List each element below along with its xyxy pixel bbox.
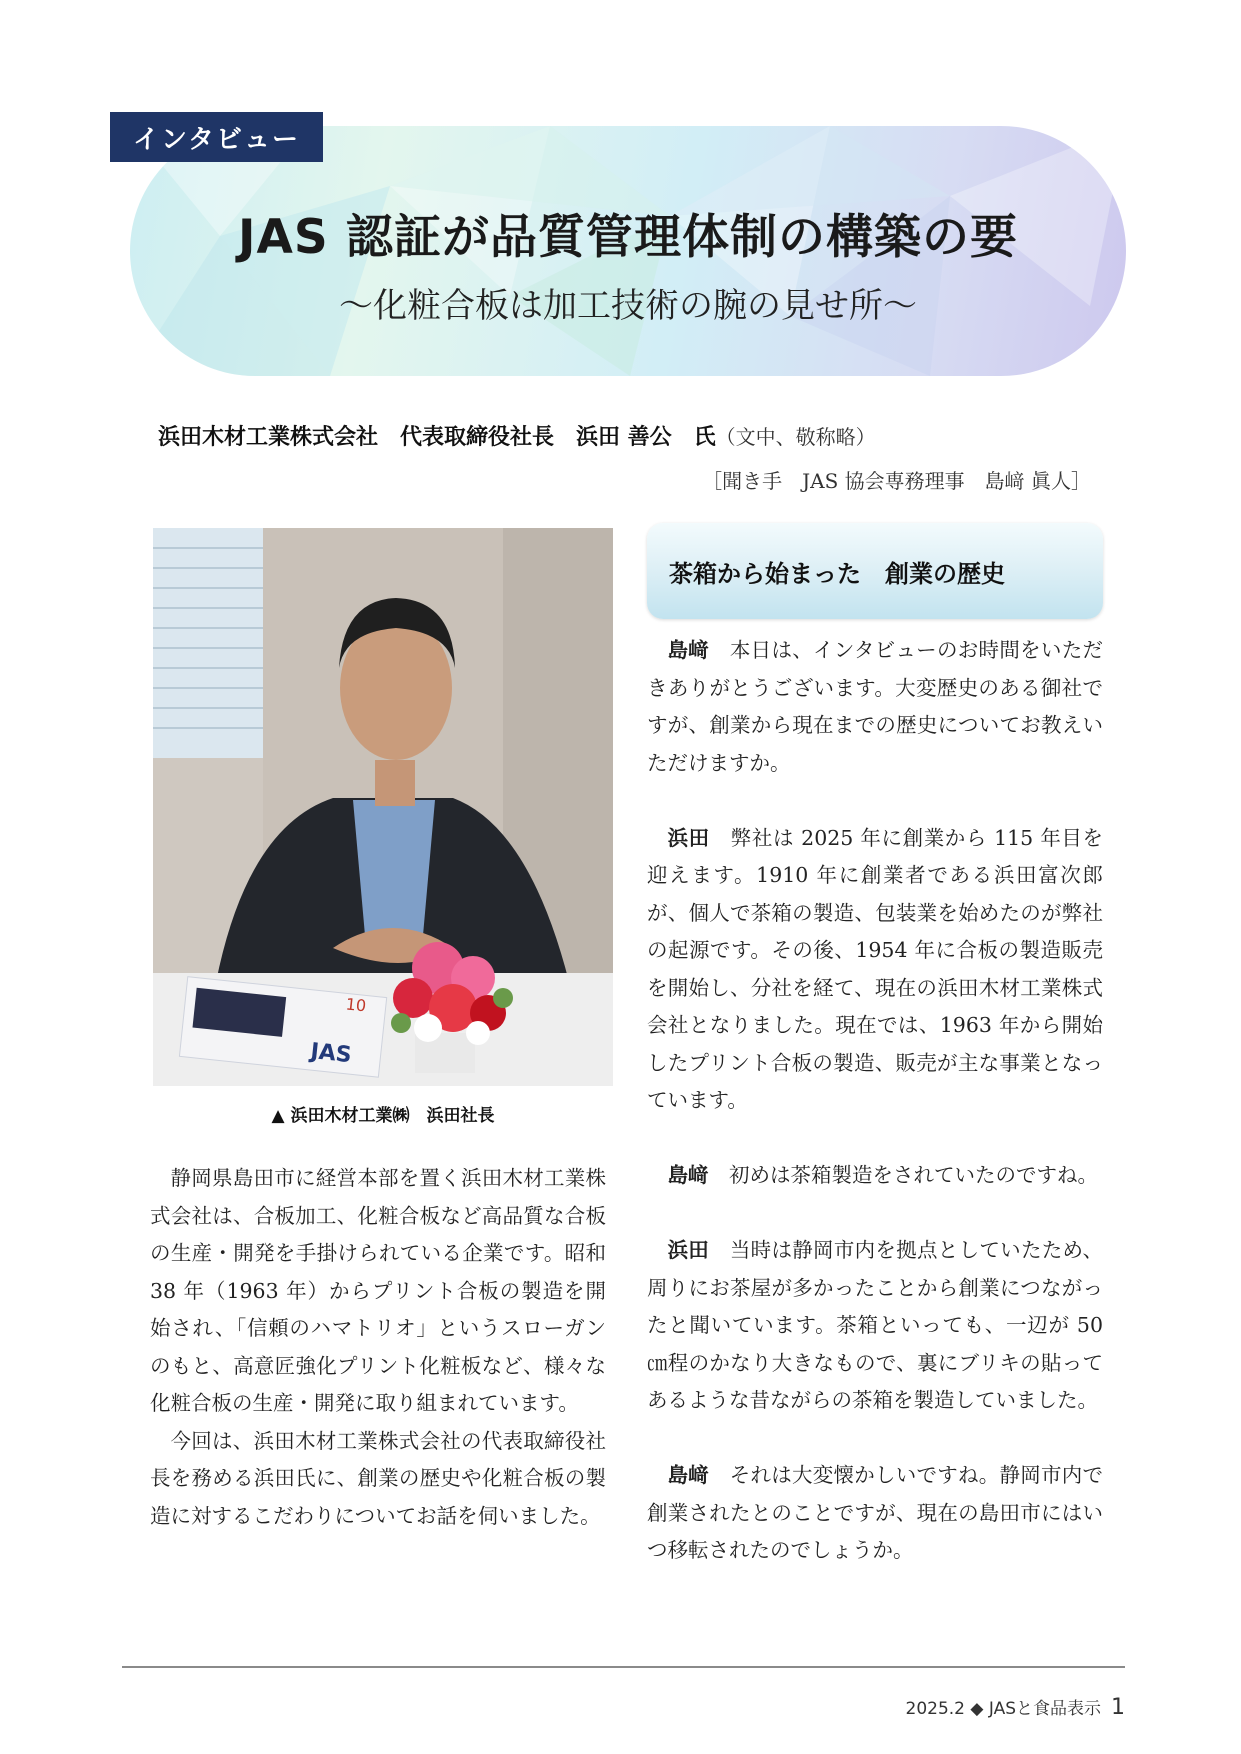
page-subtitle: ～化粧合板は加工技術の腕の見せ所～ [339, 286, 917, 326]
window-blind [153, 528, 263, 758]
dialogue-text: 当時は静岡市内を拠点としていたため、周りにお茶屋が多かったことから創業につながったと聞いています。茶箱といっても、一辺が 50 ㎝程のかなり大きなもので、裏にブリキの貼ってあるような昔ながらの茶箱を製造していました。 [647, 1238, 1104, 1412]
page-number: 1 [1111, 1695, 1125, 1720]
magazine-logo: JAS [309, 1039, 353, 1069]
dialogue-turn [647, 632, 1103, 782]
speaker-label: 島﨑 [667, 638, 710, 662]
dialogue-turn [647, 820, 1103, 1120]
photo-caption: ▲ 浜田木材工業㈱ 浜田社長 [271, 1106, 495, 1126]
dialogue-text: 初めは茶箱製造をされていたのですね。 [729, 1163, 1098, 1187]
speaker-label: 島﨑 [667, 1163, 709, 1187]
interviewer-credit: ［聞き手 JAS 協会専務理事 島﨑 眞人］ [702, 469, 1091, 493]
dialogue [647, 632, 1103, 1607]
page-title: JAS 認証が品質管理体制の構築の要 [237, 210, 1019, 265]
intro-text [150, 1160, 606, 1535]
dialogue-turn [647, 1157, 1103, 1195]
footer-rule [122, 1666, 1125, 1668]
intro-paragraph: 今回は、浜田木材工業株式会社の代表取締役社長を務める浜田氏に、創業の歴史や化粧合板の製造に対するこだわりについてお話を伺いました。 [150, 1428, 606, 1528]
section-heading: 茶箱から始まった 創業の歴史 [647, 523, 1103, 619]
speaker-label: 浜田 [667, 1238, 710, 1262]
page-footer [906, 1694, 1126, 1720]
honorific-note: （文中、敬称略） [715, 425, 876, 449]
intro-paragraph: 静岡県島田市に経営本部を置く浜田木材工業株式会社は、合板加工、化粧合板など高品質な合板の生産・開発を手掛けられている企業です。昭和 38 年（1963 年）からプリント合板の製造を開始され、「信頼のハマトリオ」というスローガンのもと、高意匠強化プリント化粧板など、様々な化粧合板の生産・開発に取り組まれています。 [150, 1166, 606, 1415]
interview-photo [153, 528, 613, 1086]
interview-tag: インタビュー [110, 112, 323, 162]
dialogue-turn [647, 1457, 1103, 1570]
speaker-label: 島﨑 [667, 1463, 709, 1487]
issue-label: 2025.2 ◆ JASと食品表示 [905, 1699, 1101, 1719]
dialogue-text: 弊社は 2025 年に創業から 115 年目を迎えます。1910 年に創業者である浜田富次郎が、個人で茶箱の製造、包装業を始めたのが弊社の起源です。その後、1954 年に合板の製造販売を開始し、分社を経て、現在の浜田木材工業株式会社となりました。現在では、1963 年から開始したプリント合板の製造、販売が主な事業となっています。 [647, 825, 1103, 1112]
interviewee-name: 浜田木材工業株式会社 代表取締役社長 浜田 善公 氏 [158, 425, 716, 450]
dialogue-text: それは大変懐かしいですね。静岡市内で創業されたとのことですが、現在の島田市にはいつ移転されたのでしょうか。 [647, 1463, 1103, 1562]
magazine-issue: 10 [344, 994, 368, 1016]
byline [158, 420, 876, 451]
dialogue-text: 本日は、インタビューのお時間をいただきありがとうございます。大変歴史のある御社ですが、創業から現在までの歴史についてお教えいただけますか。 [647, 638, 1104, 775]
dialogue-turn [647, 1232, 1103, 1420]
speaker-label: 浜田 [667, 825, 710, 850]
